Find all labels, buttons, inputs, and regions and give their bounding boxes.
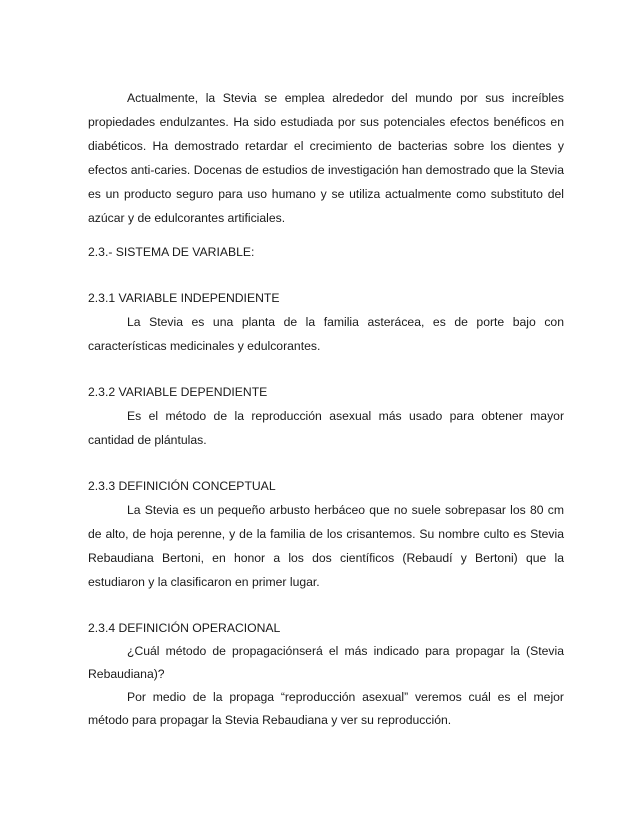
- paragraph-definicion-conceptual: La Stevia es un pequeño arbusto herbáceo que no suele sobrepasar los 80 cm de alto, de hoja perenne, y de la familia de los crisantemos. Su nombre culto es Stevia Rebaudiana Bertoni, en honor a los dos científicos (Rebaudí y Bertoni) que la estudiaron y la clasificaron en primer lugar.: [88, 503, 564, 589]
- paragraph-definicion-operacional-method: Por medio de la propaga “reproducción asexual” veremos cuál es el mejor método para propagar la Stevia Rebaudiana y ver su reproducción.: [88, 690, 564, 727]
- heading-variable-independiente: 2.3.1 VARIABLE INDEPENDIENTE: [88, 291, 280, 305]
- heading-definicion-conceptual: 2.3.3 DEFINICIÓN CONCEPTUAL: [88, 479, 276, 493]
- heading-definicion-operacional: 2.3.4 DEFINICIÓN OPERACIONAL: [88, 621, 281, 635]
- paragraph-definicion-operacional-question: ¿Cuál método de propagaciónserá el más indicado para propagar la (Stevia Rebaudiana)?: [88, 644, 564, 681]
- intro-paragraph: Actualmente, la Stevia se emplea alrededor del mundo por sus increíbles propiedades endulzantes. Ha sido estudiada por sus potenciales efectos benéficos en diabéticos. Ha demostrado retardar el crecimiento de bacterias sobre los dientes y efectos anti-caries. Docenas de estudios de investigación han demostrado que la Stevia es un producto seguro para uso humano y se utiliza actualmente como substituto del azúcar y de edulcorantes artificiales.: [88, 91, 564, 225]
- document-page: [88, 86, 564, 732]
- heading-variable-dependiente: 2.3.2 VARIABLE DEPENDIENTE: [88, 385, 268, 399]
- paragraph-variable-dependiente: Es el método de la reproducción asexual más usado para obtener mayor cantidad de plántulas.: [88, 409, 564, 447]
- heading-sistema-de-variable: 2.3.- SISTEMA DE VARIABLE:: [88, 245, 255, 259]
- paragraph-variable-independiente: La Stevia es una planta de la familia asterácea, es de porte bajo con características medicinales y edulcorantes.: [88, 315, 564, 353]
